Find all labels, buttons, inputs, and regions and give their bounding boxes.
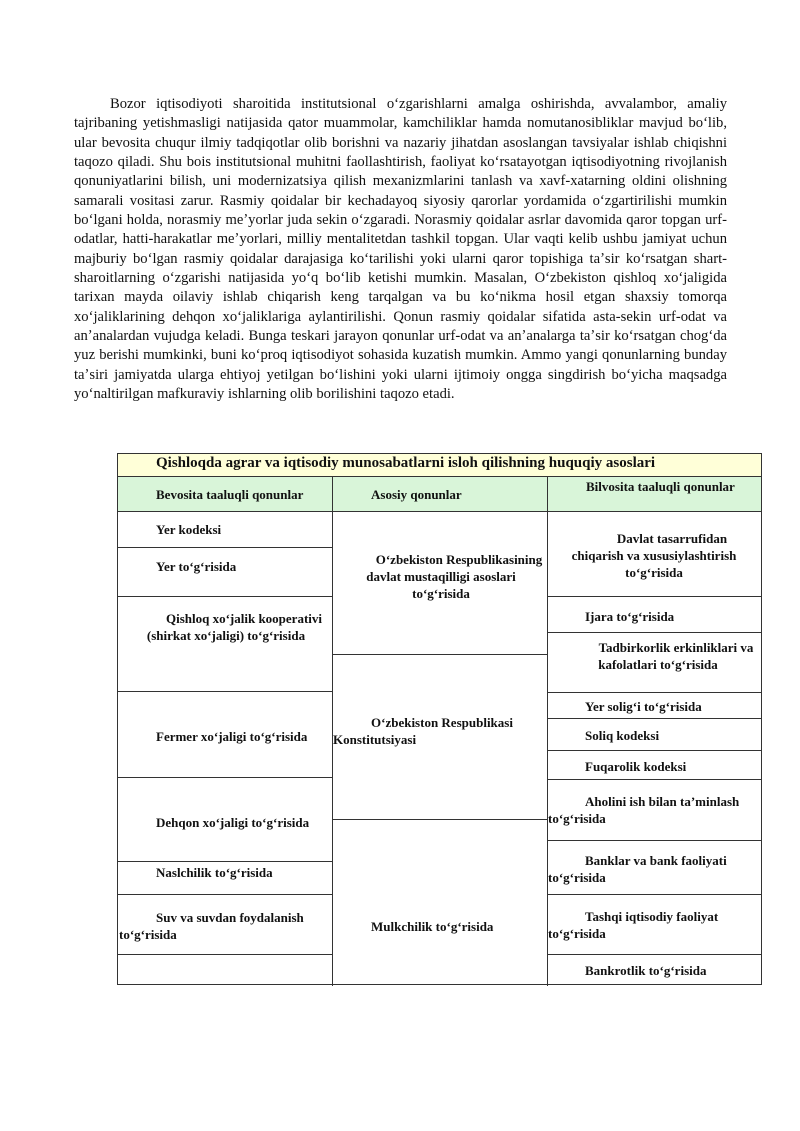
table-title-row	[118, 454, 761, 477]
right-law-lease: Ijara toʻgʻrisida	[585, 609, 675, 624]
right-law-employment: Aholini ish bilan taʼminlash toʻgʻrisida	[548, 794, 740, 826]
right-law-banks: Banklar va bank faoliyati toʻgʻrisida	[548, 853, 727, 885]
right-law-tax-code: Soliq kodeksi	[585, 728, 660, 743]
middle-law-constitution: Oʻzbekiston Respublikasi Konstitutsiyasi	[333, 715, 513, 747]
right-law-civil-code: Fuqarolik kodeksi	[585, 759, 687, 774]
right-law-bankruptcy: Bankrotlik toʻgʻrisida	[585, 963, 707, 978]
header-indirect-laws: Bilvosita taaluqli qonunlar	[548, 477, 761, 511]
left-law-breeding: Naslchilik toʻgʻrisida	[156, 865, 273, 880]
right-law-land-tax: Yer soligʻi toʻgʻrisida	[585, 699, 702, 714]
body-paragraph: Bozor iqtisodiyoti sharoitida institutsional oʻzgarishlarni amalga oshirishda, avvalambor, amaliy tajribaning yetishmasligi natijasida qator muammolar, kamchiliklar hamda nomutanosibliklar mavjud boʻlib, ular bevosita chuqur ilmiy tadqiqotlar olib borishni va nazariy jihatdan asoslangan tavsiyalar ishlab chiqishni taqozo qiladi. Shu bois institutsional muhitni faollashtirish, faoliyat koʻrsatayotgan iqtisodiyotning rivojlanish qonuniyatlarini bilish, uni modernizatsiya qilish mexanizmlarini tanlash va xavf-xatarning oldini olishning samarali vositasi zarur. Rasmiy qoidalar bir kechadayoq siyosiy qarorlar yordamida oʻzgartirilishi mumkin boʻlgani holda, norasmiy meʼyorlar juda sekin oʻzgaradi. Norasmiy qoidalar asrlar davomida qaror topgan urf-odatlar, hatti-harakatlar meʼyorlari, milliy mentalitetdan tashkil topgan. Ular vaqti kelib ushbu jamiyat uchun majburiy boʻlgan rasmiy qoidalar darajasiga koʻtarilishi yoki ularni qaror topishiga taʼsir koʻrsatgan shart-sharoitlarning oʻzgarishi natijasida yoʻq boʻlib ketishi mumkin. Masalan, Oʻzbekiston qishloq xoʻjaligida tarixan mayda oilaviy ishlab chiqarish keng tarqalgan va bu koʻnikma hosil etgan shaxsiy tomorqa xoʻjaliklarining dehqon xoʻjaliklariga aylantirilishi. Qonun rasmiy qoidalar sifatida asta-sekin urf-odat va anʼanalardan vujudga keladi. Bunga teskari jarayon qonunlar urf-odat va anʼanalarga taʼsir koʻrsatgan chogʻda yuz berishi mumkinki, buni koʻproq iqtisodiyot sohasida kuzatish mumkin. Ammo yangi qonunlarning bunday taʼsiri jamiyatda ularga ehtiyoj yetilgan boʻlishini yoki ularni ijtimoiy ongga singdirish boʻyicha maqsadga yoʻnaltirilgan mafkuraviy ishlarning olib borilishini taqozo etadi.	[74, 96, 727, 403]
header-direct-laws: Bevosita taaluqli qonunlar	[118, 477, 332, 511]
left-law-water: Suv va suvdan foydalanish toʻgʻrisida	[119, 910, 304, 942]
middle-law-independence: Oʻzbekiston Respublikasining davlat mustaqilligi asoslari toʻgʻrisida	[366, 552, 543, 601]
legal-framework-table	[117, 453, 762, 985]
right-law-privatization: Davlat tasarrufidan chiqarish va xususiylashtirish toʻgʻrisida	[571, 531, 737, 580]
left-law-land: Yer toʻgʻrisida	[156, 559, 237, 574]
left-law-farmer: Fermer xoʻjaligi toʻgʻrisida	[156, 729, 308, 744]
left-law-cooperative: Qishloq xoʻjalik kooperativi (shirkat xoʻjaligi) toʻgʻrisida	[146, 611, 323, 643]
middle-law-property: Mulkchilik toʻgʻrisida	[371, 919, 494, 934]
right-law-foreign-trade: Tashqi iqtisodiy faoliyat toʻgʻrisida	[548, 909, 719, 941]
right-law-entrepreneurship: Tadbirkorlik erkinliklari va kafolatlari toʻgʻrisida	[598, 640, 754, 672]
left-law-land-code: Yer kodeksi	[156, 522, 222, 537]
left-law-dehqon: Dehqon xoʻjaligi toʻgʻrisida	[156, 815, 310, 830]
header-main-laws: Asosiy qonunlar	[333, 477, 547, 511]
table-title: Qishloqda agrar va iqtisodiy munosabatlarni isloh qilishning huquqiy asoslari	[156, 455, 656, 471]
